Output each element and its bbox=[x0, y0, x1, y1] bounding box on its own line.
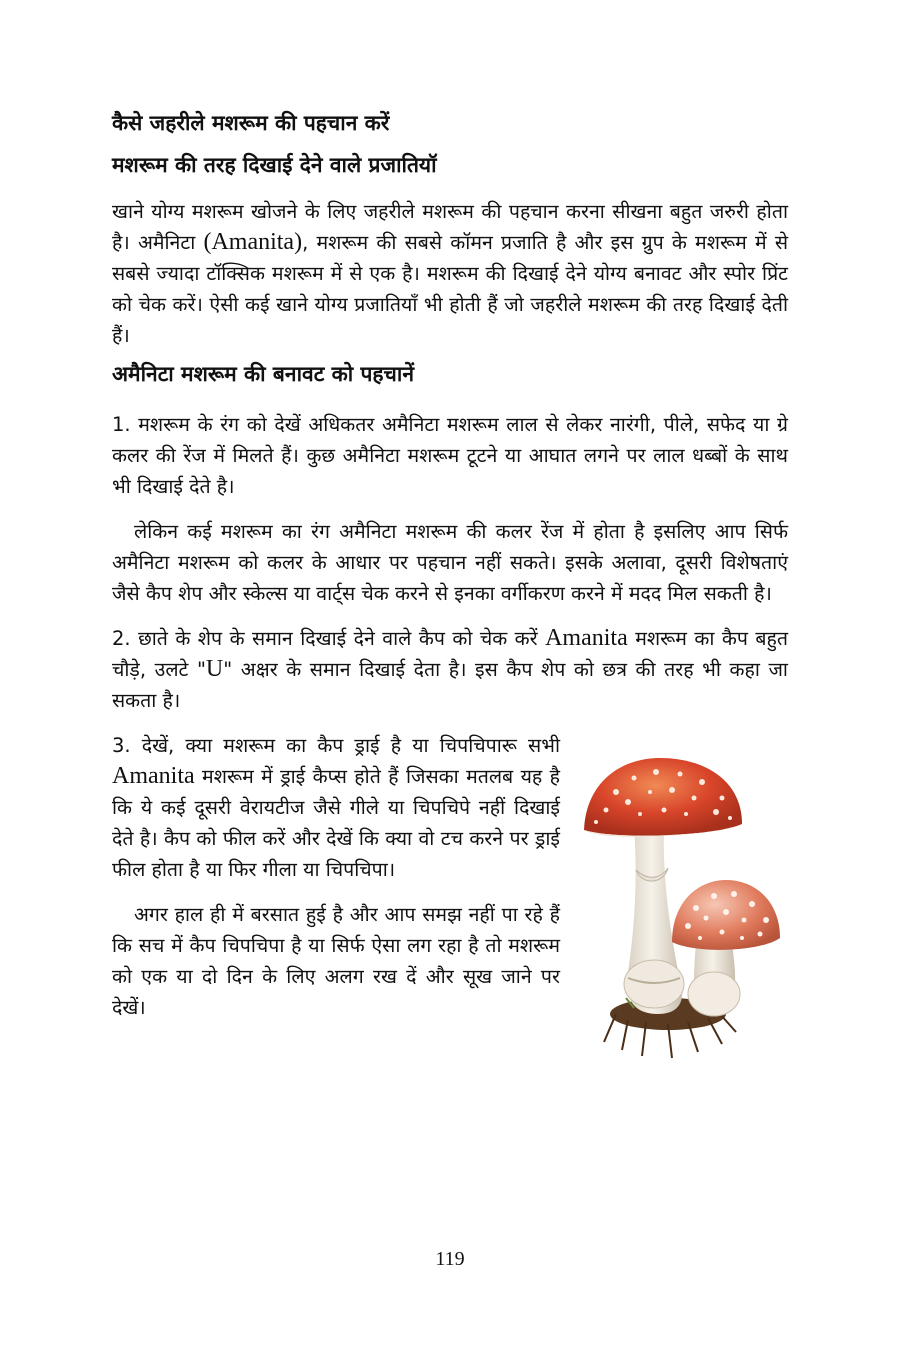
heading-lookalike-species: मशरूम की तरह दिखाई देने वाले प्रजातियॉ bbox=[112, 153, 437, 177]
point-3-text-2: मशरूम में ड्राई कैप्स होते हैं जिसका मतलब यह है कि ये कई दूसरी वेरायटीज जैसे गीले या चिपचिपे नहीं दिखाई देते है। कैप को फील करें और देखें कि क्या वो टच करने पर ड्राई फील होता है या फिर गीला या चिपचिपा। bbox=[112, 765, 560, 881]
page-content bbox=[112, 108, 788, 1066]
point-3-text-column bbox=[112, 730, 560, 1066]
intro-latin-amanita: (Amanita) bbox=[203, 229, 303, 255]
point-3-continuation: अगर हाल ही में बरसात हुई है और आप समझ नहीं पा रहे हैं कि सच में कैप चिपचिपा है या सिर्फ ऐसा लग रहा है तो मशरूम को एक या दो दिन के लिए अलग रख दें और सूख जाने पर देखें। bbox=[112, 903, 560, 1019]
amanita-mushroom-illustration bbox=[576, 752, 788, 1062]
point-2-text-2: मशरूम का कैप बहुत चौड़े, उलटे " bbox=[112, 627, 788, 681]
point-2-latin-amanita: Amanita bbox=[545, 625, 628, 651]
point-2-paragraph bbox=[112, 623, 788, 716]
point-2-latin-u: U bbox=[205, 656, 224, 682]
large-mushroom-cap bbox=[584, 758, 742, 837]
point-1-paragraph: 1. मशरूम के रंग को देखें अधिकतर अमैनिटा मशरूम लाल से लेकर नारंगी, पीले, सफेद या ग्रे कलर की रेंज में मिलते हैं। कुछ अमैनिटा मशरूम टूटने या आघात लगने पर लाल धब्बों के साथ भी दिखाई देते है। bbox=[112, 413, 788, 498]
point-3-text-1: 3. देखें, क्या मशरूम का कैप ड्राई है या चिपचिपारू सभी bbox=[112, 734, 560, 757]
heading-amanita-structure: अमैनिटा मशरूम की बनावट को पहचानें bbox=[112, 362, 414, 386]
small-mushroom bbox=[672, 880, 780, 1016]
intro-paragraph bbox=[112, 196, 788, 351]
point-2-text-1: 2. छाते के शेप के समान दिखाई देने वाले कैप को चेक करें bbox=[112, 627, 546, 650]
point-2-text-3: " अक्षर के समान दिखाई देता है। इस कैप शेप को छत्र की तरह भी कहा जा सकता है। bbox=[112, 658, 788, 712]
point-3-latin-amanita: Amanita bbox=[112, 763, 195, 789]
heading-identify-poisonous: कैसे जहरीले मशरूम की पहचान करें bbox=[112, 111, 390, 135]
intro-text-2: , मशरूम की सबसे कॉमन प्रजाति है और इस ग्रुप के मशरूम में से सबसे ज्यादा टॉक्सिक मशरूम में से एक है। मशरूम की दिखाई देने योग्य बनावट और स्पोर प्रिंट को चेक करें। ऐसी कई खाने योग्य प्रजातियाँ भी होती हैं जो जहरीले मशरूम की तरह दिखाई देती हैं। bbox=[112, 231, 789, 347]
point-3-paragraph bbox=[112, 730, 560, 885]
intro-text-1: खाने योग्य मशरूम खोजने के लिए जहरीले मशरूम की पहचान करना सीखना बहुत जरुरी होता है। अमैनिटा bbox=[112, 200, 788, 254]
point-1-continuation: लेकिन कई मशरूम का रंग अमैनिटा मशरूम की कलर रेंज में होता है इसलिए आप सिर्फ अमैनिटा मशरूम को कलर के आधार पर पहचान नहीं सकते। इसके अलावा, दूसरी विशेषताएं जैसे कैप शेप और स्केल्स या वार्ट्स चेक करने से इनका वर्गीकरण करने में मदद मिल सकती है। bbox=[112, 520, 788, 605]
point-3-section bbox=[112, 730, 788, 1066]
page-number: 119 bbox=[435, 1248, 465, 1270]
mushroom-illustration-column bbox=[576, 730, 788, 1066]
